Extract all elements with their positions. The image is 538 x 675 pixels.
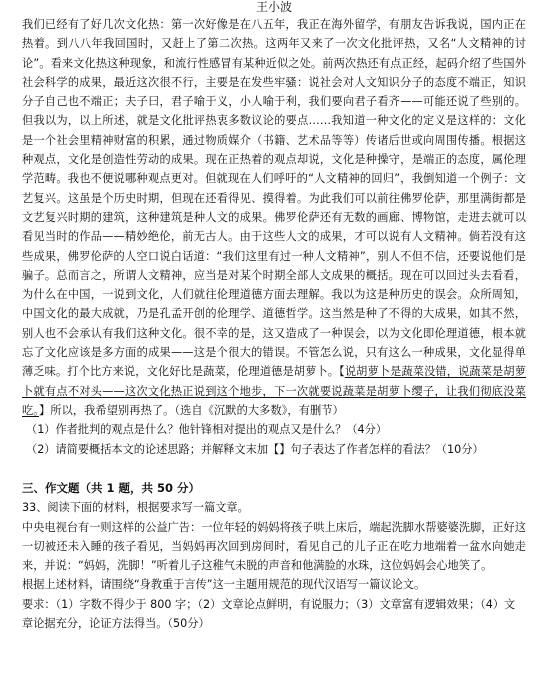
essay-main-text: 我们已经有了好几次文化热：第一次好像是在八五年，我正在海外留学，有朋友告诉我说，国内正在热着。到八八年我回国时，又赶上了第二次热。这两年又来了一次文化批评热，又名“人文精神的讨论”。看来文化热这种现象，和流行性感冒有某种近似之处。前两次热还有点正经，起码介绍了些国外社会科学的成果，最近这次很不行，主要是在发些牢骚：说社会对人文知识分子的态度不端正，知识分子自己也不端正；夫子曰，君子喻于义，小人喻于利，我们要向君子看齐——可能还说了些别的。但我以为，以上所述，就是文化批评热衷多数议论的要点……我知道一种文化的定义是这样的：文化是一个社会里精神财富的积累，通过物质媒介（书籍、艺术品等等）传诸后世或向周围传播。根据这种观点，文化是创造性劳动的成果。现在正热着的观点却说，文化是种操守，是端正的态度，属伦理学范畴。我也不便说哪种观点更对。但就现在人们呼吁的“人文精神的回归”，我倒知道一个例子：文艺复兴。这虽是个历史时期，但现在还看得见、摸得着。为此我们可以前往佛罗伦萨，那里满街都是文艺复兴时期的建筑，这种建筑是种人文的成果。佛罗伦萨还有无数的画廊、博物馆，走进去就可以看见当时的作品——精妙绝伦，前无古人。由于这些人文的成果，才可以说有人文精神。倘若没有这些成果，佛罗伦萨的人空口说白话道：“我们这里有过一种人文精神”，别人不但不信，还要说他们是骗子。总而言之，所谓人文精神，应当是对某个时期全部人文成果的概括。现在可以回过头去看看，为什么在中国，一说到文化，人们就往伦理道德方面去理解。我以为这是种历史的误会。众所周知，中国文化的最大成就，乃是孔孟开创的伦理学、道德哲学。这当然是种了不得的大成果，如其不然，别人也不会承认有我们这种文化。很不幸的是，这又造成了一种误会，以为文化即伦理道德，根本就忘了文化应该是多方面的成果——这是个很大的错误。不管怎么说，只有这么一种成果，文化显得单薄乏味。打个比方来说，文化好比是蔬菜，伦理道德是胡萝卜。 [22, 18, 526, 379]
author-name: 王小波 [255, 0, 292, 14]
writing-instruction: 根据上述材料，请围绕“身教重于言传”这一主题用规范的现代汉语写一篇议论文。 [22, 578, 426, 592]
writing-requirements: 要求：（1）字数不得少于 800 字；（2）文章论点鲜明，有说服力；（3）文章富有逻辑效果；（4）文章论据充分，论证方法得当。（50分） [22, 597, 516, 631]
question-1: （1）作者批判的观点是什么？他针锋相对提出的观点又是什么？（4分） [26, 423, 388, 437]
writing-material: 中央电视台有一则这样的公益广告：一位年轻的妈妈将孩子哄上床后，端起洗脚水帮婆婆洗脚，正好这一切被还未入睡的孩子看见，当妈妈再次回到房间时，看见自己的儿子正在吃力地端着一盆水向她走来，并说：“妈妈，洗脚！”听着儿子这稚气未脱的声音和他满脸的水珠，这位妈妈会心地笑了。 [22, 520, 526, 573]
item-33-heading: 33、阅读下面的材料，根据要求写一篇文章。 [22, 501, 249, 515]
section-spacer [22, 459, 526, 479]
question-2: （2）请简要概括本文的论述思路；并解释文末加【】句子表达了作者怎样的看法？（10分） [26, 442, 484, 456]
essay-passage [22, 15, 526, 420]
bracket-open: 【 [339, 365, 345, 379]
section-3-title: 三、作文题（共 1 题，共 50 分） [22, 481, 201, 496]
essay-bracketed-sentence: 说胡萝卜是蔬菜没错，说蔬菜是胡萝卜就有点不对头——这次文化热正说到这个地步，下一次就要说蔬菜是胡萝卜缨子，让我们彻底没菜吃。 [22, 365, 526, 417]
bracket-close: 】 [38, 403, 51, 417]
essay-source-note: （选自《沉默的大多数》，有删节） [174, 403, 344, 417]
essay-closing-text: 所以，我希望别再热了。 [50, 403, 175, 417]
